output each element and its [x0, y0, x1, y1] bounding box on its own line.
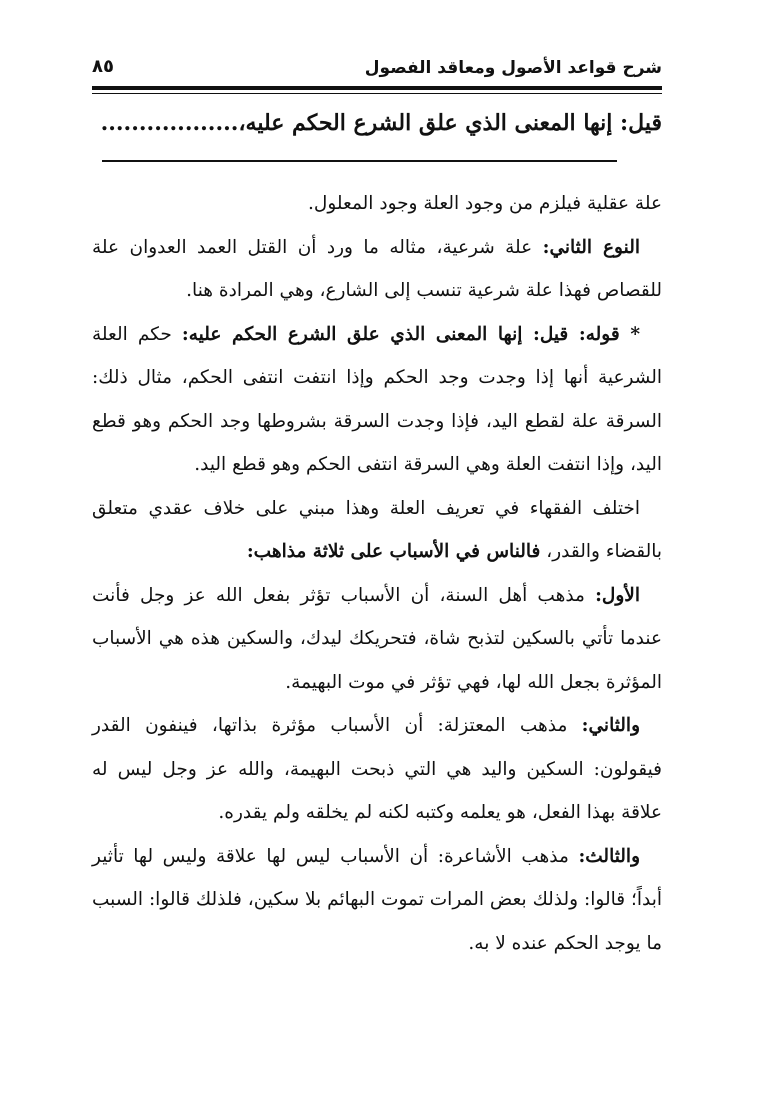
commentary-text	[92, 182, 662, 965]
book-title: شرح قواعد الأصول ومعاقد الفصول	[364, 58, 662, 78]
paragraph-4-bold: فالناس في الأسباب على ثلاثة مذاهب:	[246, 541, 541, 562]
paragraph-3-lead: * قوله: قيل: إنها المعنى الذي علق الشرع الحكم عليه:	[181, 323, 640, 345]
paragraph-4: اختلف الفقهاء في تعريف العلة وهذا مبني على خلاف عقدي متعلق بالقضاء والقدر، فالناس في الأسباب على ثلاثة مذاهب:	[92, 497, 662, 562]
paragraph-5-lead: الأول:	[595, 584, 640, 606]
paragraph-2: النوع الثاني: علة شرعية، مثاله ما ورد أن القتل العمد العدوان علة للقصاص فهذا علة شرعية تنسب إلى الشارع، وهي المرادة هنا.	[92, 236, 662, 301]
paragraph-1: علة عقلية فيلزم من وجود العلة وجود المعلول.	[308, 193, 662, 214]
page-number: ٨٥	[92, 56, 114, 77]
header-rule-thin	[92, 93, 662, 94]
paragraph-6-lead: والثاني:	[581, 715, 640, 736]
paragraph-7-lead: والثالث:	[578, 845, 640, 867]
paragraph-3: * قوله: قيل: إنها المعنى الذي علق الشرع الحكم عليه: حكم العلة الشرعية أنها إذا وجدت وجد الحكم وإذا انتفت انتفى الحكم، مثال ذلك: السرقة علة لقطع اليد، فإذا وجدت السرقة بشروطها وجد الحكم وهو قطع اليد، وإذا انتفت العلة وهي السرقة انتفى الحكم وهو قطع اليد.	[92, 323, 662, 475]
header-rule-thick	[92, 86, 662, 90]
running-header	[92, 50, 662, 86]
matn-text: قيل: إنها المعنى الذي علق الشرع الحكم عليه،..................	[100, 110, 662, 136]
paragraph-6: والثاني: مذهب المعتزلة: أن الأسباب مؤثرة بذاتها، فينفون القدر فيقولون: السكين واليد هي التي ذبحت البهيمة، والله عز وجل ليس له علاقة بهذا الفعل، هو يعلمه وكتبه لكنه لم يخلقه ولم يقدره.	[92, 715, 662, 823]
paragraph-7: والثالث: مذهب الأشاعرة: أن الأسباب ليس لها علاقة وليس لها تأثير أبداً؛ قالوا: ولذلك بعض المرات تموت البهائم بلا سكين، فلذلك قالوا: السبب ما يوجد الحكم عنده لا به.	[92, 845, 662, 954]
paragraph-2-lead: النوع الثاني:	[542, 236, 640, 258]
paragraph-5: الأول: مذهب أهل السنة، أن الأسباب تؤثر بفعل الله عز وجل فأنت عندما تأتي بالسكين لتذبح شاة، فتحريكك ليدك، والسكين هذه هي الأسباب المؤثرة بجعل الله لها، فهي تؤثر في موت البهيمة.	[92, 584, 662, 693]
matn-separator	[102, 160, 617, 162]
